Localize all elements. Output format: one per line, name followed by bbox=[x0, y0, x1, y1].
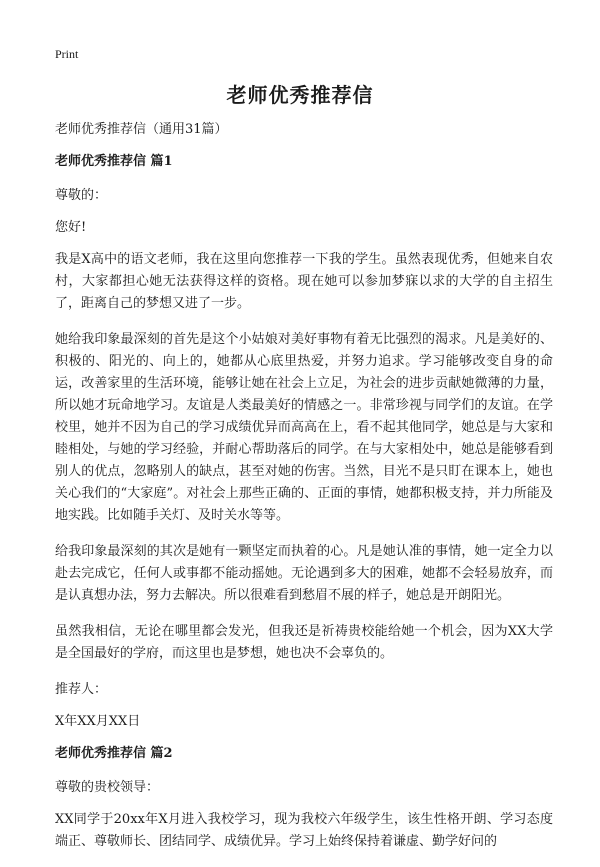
section-heading-2: 老师优秀推荐信 篇2 bbox=[55, 746, 173, 761]
document-body bbox=[55, 119, 553, 867]
paragraph-1-4: 虽然我相信，无论在哪里都会发光，但我还是祈祷贵校能给她一个机会，因为XX大学是全国最好的学府，而这里也是梦想，她也决不会辜负的。 bbox=[55, 624, 553, 661]
document-title: 老师优秀推荐信 bbox=[226, 83, 374, 107]
recommender-label: 推荐人： bbox=[55, 682, 108, 697]
salutation-2: 尊敬的贵校领导： bbox=[55, 780, 160, 795]
paragraph-1-3: 给我印象最深刻的其次是她有一颗坚定而执着的心。凡是她认准的事情，她一定全力以赴去完成它，任何人或事都不能动摇她。无论遇到多大的困难，她都不会轻易放弃，而是认真想办法，努力去解决。所以很难看到愁眉不展的样子，她总是开朗阳光。 bbox=[55, 544, 553, 603]
greeting-1: 您好! bbox=[55, 220, 87, 235]
salutation-1: 尊敬的： bbox=[55, 188, 108, 203]
letter-date: X年XX月XX日 bbox=[55, 714, 141, 729]
document-subtitle: 老师优秀推荐信（通用31篇） bbox=[55, 122, 228, 137]
print-label: Print bbox=[55, 47, 79, 61]
paragraph-1-2: 她给我印象最深刻的首先是这个小姑娘对美好事物有着无比强烈的渴求。凡是美好的、积极的、阳光的、向上的，她都从心底里热爱，并努力追求。学习能够改变自身的命运，改善家里的生活环境，能够让她在社会上立足，为社会的进步贡献她微薄的力量，所以她才玩命地学习。友谊是人类最美好的情感之一。非常珍视与同学们的友谊。在学校里，她并不因为自己的学习成绩优异而高高在上，看不起其他同学，她总是与大家和睦相处，与她的学习经验，并耐心帮助落后的同学。在与大家相处中，她总是能够看到别人的优点，忽略别人的缺点，甚至对她的伤害。当然，目光不是只盯在课本上，她也关心我们的“大家庭”。对社会上那些正确的、正面的事情，她都积极支持，并力所能及地实践。比如随手关灯、及时关水等等。 bbox=[55, 332, 553, 523]
section-heading-1: 老师优秀推荐信 篇1 bbox=[55, 154, 173, 169]
paragraph-2-1: XX同学于20xx年X月进入我校学习，现为我校六年级学生，该生性格开朗、学习态度端正、尊敬师长、团结同学、成绩优异。学习上始终保持着谦虚、勤学好问的 bbox=[55, 812, 553, 849]
paragraph-1-1: 我是X高中的语文老师，我在这里向您推荐一下我的学生。虽然表现优秀，但她来自农村，大家都担心她无法获得这样的资格。现在她可以参加梦寐以求的大学的自主招生了，距离自己的梦想又进了一步。 bbox=[55, 252, 553, 311]
